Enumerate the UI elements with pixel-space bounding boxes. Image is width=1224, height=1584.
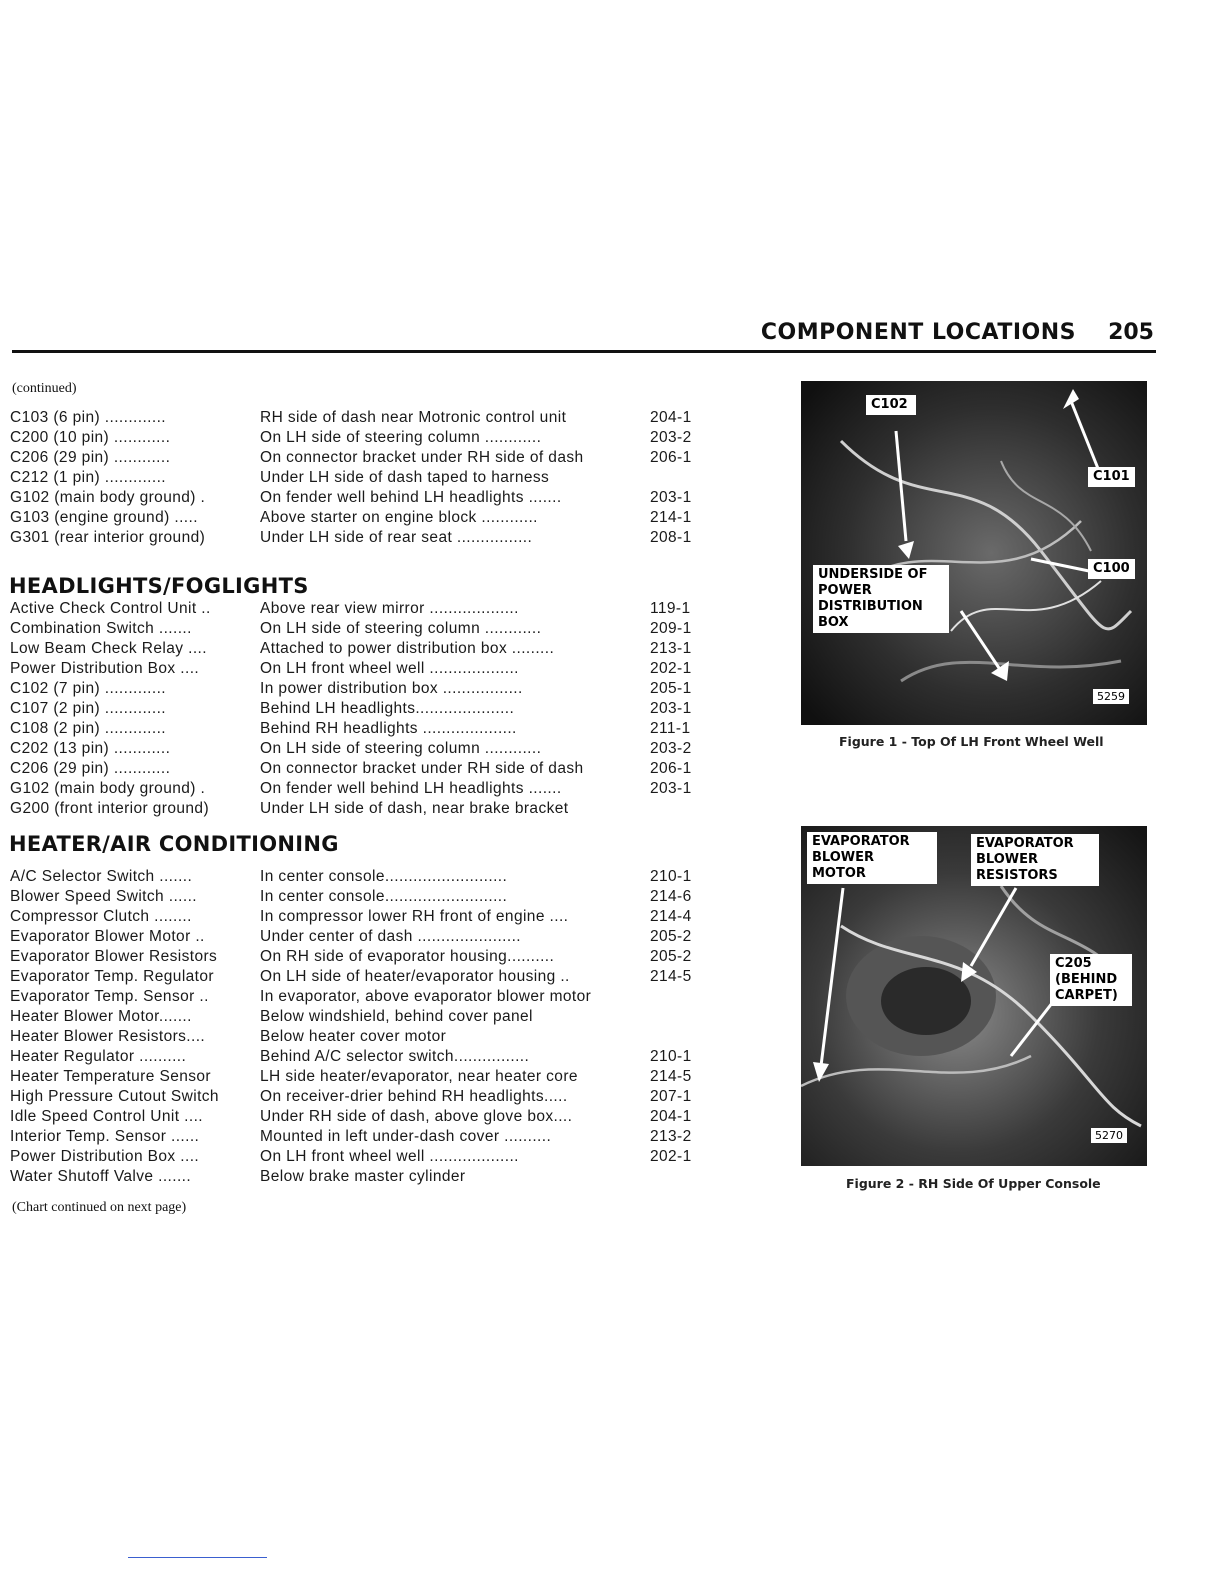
component-name: Heater Blower Motor....... xyxy=(10,1008,192,1025)
component-location: On LH side of steering column ............ xyxy=(260,429,542,446)
component-location: On LH side of steering column ............ xyxy=(260,740,542,757)
component-name: High Pressure Cutout Switch xyxy=(10,1088,219,1105)
component-location: Behind LH headlights..................... xyxy=(260,700,515,717)
section-heading-headlights: HEADLIGHTS/FOGLIGHTS xyxy=(9,574,309,598)
component-location: On RH side of evaporator housing.......... xyxy=(260,948,555,965)
component-name: C206 (29 pin) ............ xyxy=(10,449,171,466)
page-ref: 205-1 xyxy=(650,680,692,697)
label-c205: C205 (BEHIND CARPET) xyxy=(1050,954,1132,1006)
component-location: Under LH side of dash taped to harness xyxy=(260,469,550,486)
table-row xyxy=(10,528,710,548)
table-row xyxy=(10,679,710,699)
component-name: Evaporator Blower Resistors xyxy=(10,948,218,965)
headlights-table xyxy=(10,599,710,819)
table-row xyxy=(10,408,710,428)
component-location: Under LH side of dash, near brake bracket xyxy=(260,800,569,817)
component-location: Under center of dash ...................... xyxy=(260,928,521,945)
figure-number: 5259 xyxy=(1093,689,1129,704)
table-row xyxy=(10,428,710,448)
component-name: C206 (29 pin) ............ xyxy=(10,760,171,777)
label-evaporator-blower-motor: EVAPORATOR BLOWER MOTOR xyxy=(807,832,937,884)
component-name: Low Beam Check Relay .... xyxy=(10,640,207,657)
component-location: Under LH side of rear seat ................ xyxy=(260,529,533,546)
component-location: On receiver-drier behind RH headlights..... xyxy=(260,1088,568,1105)
component-location: Behind RH headlights .................... xyxy=(260,720,517,737)
page-ref: 208-1 xyxy=(650,529,692,546)
footer-rule xyxy=(128,1557,267,1558)
page-ref: 205-2 xyxy=(650,948,692,965)
table-row xyxy=(10,1107,710,1127)
label-underside-distribution-box: UNDERSIDE OF POWER DISTRIBUTION BOX xyxy=(813,565,949,633)
page-header xyxy=(12,318,1156,353)
page-ref: 205-2 xyxy=(650,928,692,945)
component-location: Mounted in left under-dash cover .......... xyxy=(260,1128,552,1145)
page-ref: 214-1 xyxy=(650,509,692,526)
component-name: C200 (10 pin) ............ xyxy=(10,429,171,446)
section-heading-heater: HEATER/AIR CONDITIONING xyxy=(9,832,339,856)
component-name: Heater Blower Resistors.... xyxy=(10,1028,206,1045)
component-name: Evaporator Blower Motor .. xyxy=(10,928,205,945)
table-row xyxy=(10,967,710,987)
page-ref: 211-1 xyxy=(650,720,691,737)
table-row xyxy=(10,619,710,639)
table-row xyxy=(10,867,710,887)
table-row xyxy=(10,1007,710,1027)
component-name: Water Shutoff Valve ....... xyxy=(10,1168,192,1185)
table-row xyxy=(10,1127,710,1147)
component-name: Idle Speed Control Unit .... xyxy=(10,1108,203,1125)
table-row xyxy=(10,1087,710,1107)
component-location: In center console.......................... xyxy=(260,888,508,905)
table-row xyxy=(10,927,710,947)
page-ref: 203-1 xyxy=(650,780,692,797)
component-name: G200 (front interior ground) xyxy=(10,800,210,817)
component-location: LH side heater/evaporator, near heater core xyxy=(260,1068,578,1085)
component-name: Evaporator Temp. Sensor .. xyxy=(10,988,209,1005)
page-title: COMPONENT LOCATIONS xyxy=(760,320,1076,345)
page-ref: 203-2 xyxy=(650,429,692,446)
figure-1-photo xyxy=(801,381,1147,725)
figure-2-caption: Figure 2 - RH Side Of Upper Console xyxy=(846,1176,1101,1191)
table-row xyxy=(10,947,710,967)
heater-table xyxy=(10,867,710,1187)
component-location: Below brake master cylinder xyxy=(260,1168,466,1185)
component-name: G301 (rear interior ground) xyxy=(10,529,206,546)
page-ref: 206-1 xyxy=(650,449,692,466)
component-name: C202 (13 pin) ............ xyxy=(10,740,171,757)
page-ref: 214-4 xyxy=(650,908,692,925)
page-ref: 207-1 xyxy=(650,1088,692,1105)
label-c101: C101 xyxy=(1088,467,1135,487)
page-ref: 203-1 xyxy=(650,489,692,506)
figure-2-photo xyxy=(801,826,1147,1166)
component-name: Power Distribution Box .... xyxy=(10,660,200,677)
figure-number: 5270 xyxy=(1091,1128,1127,1143)
table-row xyxy=(10,887,710,907)
component-location: On LH side of steering column ............ xyxy=(260,620,542,637)
component-name: Heater Temperature Sensor xyxy=(10,1068,211,1085)
page-ref: 214-5 xyxy=(650,968,692,985)
component-location: Above rear view mirror ................... xyxy=(260,600,519,617)
table-row xyxy=(10,488,710,508)
component-name: Blower Speed Switch ...... xyxy=(10,888,198,905)
page-ref: 203-2 xyxy=(650,740,692,757)
component-name: C103 (6 pin) ............. xyxy=(10,409,166,426)
component-location: On fender well behind LH headlights ....... xyxy=(260,489,562,506)
component-name: Interior Temp. Sensor ...... xyxy=(10,1128,200,1145)
page-ref: 204-1 xyxy=(650,1108,692,1125)
component-location: Above starter on engine block ............ xyxy=(260,509,538,526)
component-location: Attached to power distribution box ......... xyxy=(260,640,555,657)
component-location: In compressor lower RH front of engine .... xyxy=(260,908,569,925)
component-location: On connector bracket under RH side of dash xyxy=(260,760,584,777)
table-row xyxy=(10,1167,710,1187)
table-row xyxy=(10,779,710,799)
page-ref: 202-1 xyxy=(650,660,692,677)
label-evaporator-blower-resistors: EVAPORATOR BLOWER RESISTORS xyxy=(971,834,1099,886)
component-name: A/C Selector Switch ....... xyxy=(10,868,193,885)
page-ref: 214-5 xyxy=(650,1068,692,1085)
page-ref: 213-1 xyxy=(650,640,692,657)
component-location: Below windshield, behind cover panel xyxy=(260,1008,533,1025)
component-name: C108 (2 pin) ............. xyxy=(10,720,166,737)
table-row xyxy=(10,719,710,739)
page-ref: 210-1 xyxy=(650,1048,692,1065)
continued-note: (continued) xyxy=(12,381,77,396)
page-number: 205 xyxy=(1108,320,1154,345)
page-ref: 204-1 xyxy=(650,409,692,426)
component-location: In power distribution box ................. xyxy=(260,680,523,697)
component-name: G102 (main body ground) . xyxy=(10,489,206,506)
table-row xyxy=(10,987,710,1007)
page-ref: 210-1 xyxy=(650,868,692,885)
component-name: G102 (main body ground) . xyxy=(10,780,206,797)
component-location: On LH front wheel well ................... xyxy=(260,660,519,677)
page-ref: 206-1 xyxy=(650,760,692,777)
component-name: Combination Switch ....... xyxy=(10,620,192,637)
chart-continued-note: (Chart continued on next page) xyxy=(12,1200,187,1215)
component-name: Evaporator Temp. Regulator xyxy=(10,968,214,985)
table-row xyxy=(10,799,710,819)
component-name: Compressor Clutch ........ xyxy=(10,908,192,925)
component-location: On LH side of heater/evaporator housing .. xyxy=(260,968,570,985)
component-name: Active Check Control Unit .. xyxy=(10,600,211,617)
component-location: Under RH side of dash, above glove box.... xyxy=(260,1108,573,1125)
table-row xyxy=(10,739,710,759)
figure-1-caption: Figure 1 - Top Of LH Front Wheel Well xyxy=(839,734,1104,749)
label-c102: C102 xyxy=(866,395,916,415)
table-row xyxy=(10,1067,710,1087)
label-c100: C100 xyxy=(1088,559,1135,579)
page-ref: 203-1 xyxy=(650,700,692,717)
table-row xyxy=(10,599,710,619)
page-ref: 202-1 xyxy=(650,1148,692,1165)
component-location: Below heater cover motor xyxy=(260,1028,447,1045)
table-row xyxy=(10,448,710,468)
table-row xyxy=(10,639,710,659)
component-name: Heater Regulator .......... xyxy=(10,1048,187,1065)
table-row xyxy=(10,699,710,719)
component-location: RH side of dash near Motronic control unit xyxy=(260,409,567,426)
table-row xyxy=(10,907,710,927)
component-name: C102 (7 pin) ............. xyxy=(10,680,166,697)
table-row xyxy=(10,1047,710,1067)
table-row xyxy=(10,659,710,679)
table-row xyxy=(10,1027,710,1047)
page-ref: 209-1 xyxy=(650,620,692,637)
table-row xyxy=(10,508,710,528)
component-location: Behind A/C selector switch................ xyxy=(260,1048,530,1065)
page-ref: 119-1 xyxy=(650,600,691,617)
component-location: On LH front wheel well ................... xyxy=(260,1148,519,1165)
component-name: C212 (1 pin) ............. xyxy=(10,469,166,486)
connector-table xyxy=(10,408,710,548)
table-row xyxy=(10,1147,710,1167)
component-location: In center console.......................... xyxy=(260,868,508,885)
component-location: On connector bracket under RH side of dash xyxy=(260,449,584,466)
photo-wiring-image xyxy=(801,381,1147,725)
table-row xyxy=(10,468,710,488)
table-row xyxy=(10,759,710,779)
component-name: Power Distribution Box .... xyxy=(10,1148,200,1165)
component-name: C107 (2 pin) ............. xyxy=(10,700,166,717)
component-name: G103 (engine ground) ..... xyxy=(10,509,198,526)
page-ref: 213-2 xyxy=(650,1128,692,1145)
page-ref: 214-6 xyxy=(650,888,692,905)
component-location: On fender well behind LH headlights ....... xyxy=(260,780,562,797)
component-location: In evaporator, above evaporator blower motor xyxy=(260,988,592,1005)
